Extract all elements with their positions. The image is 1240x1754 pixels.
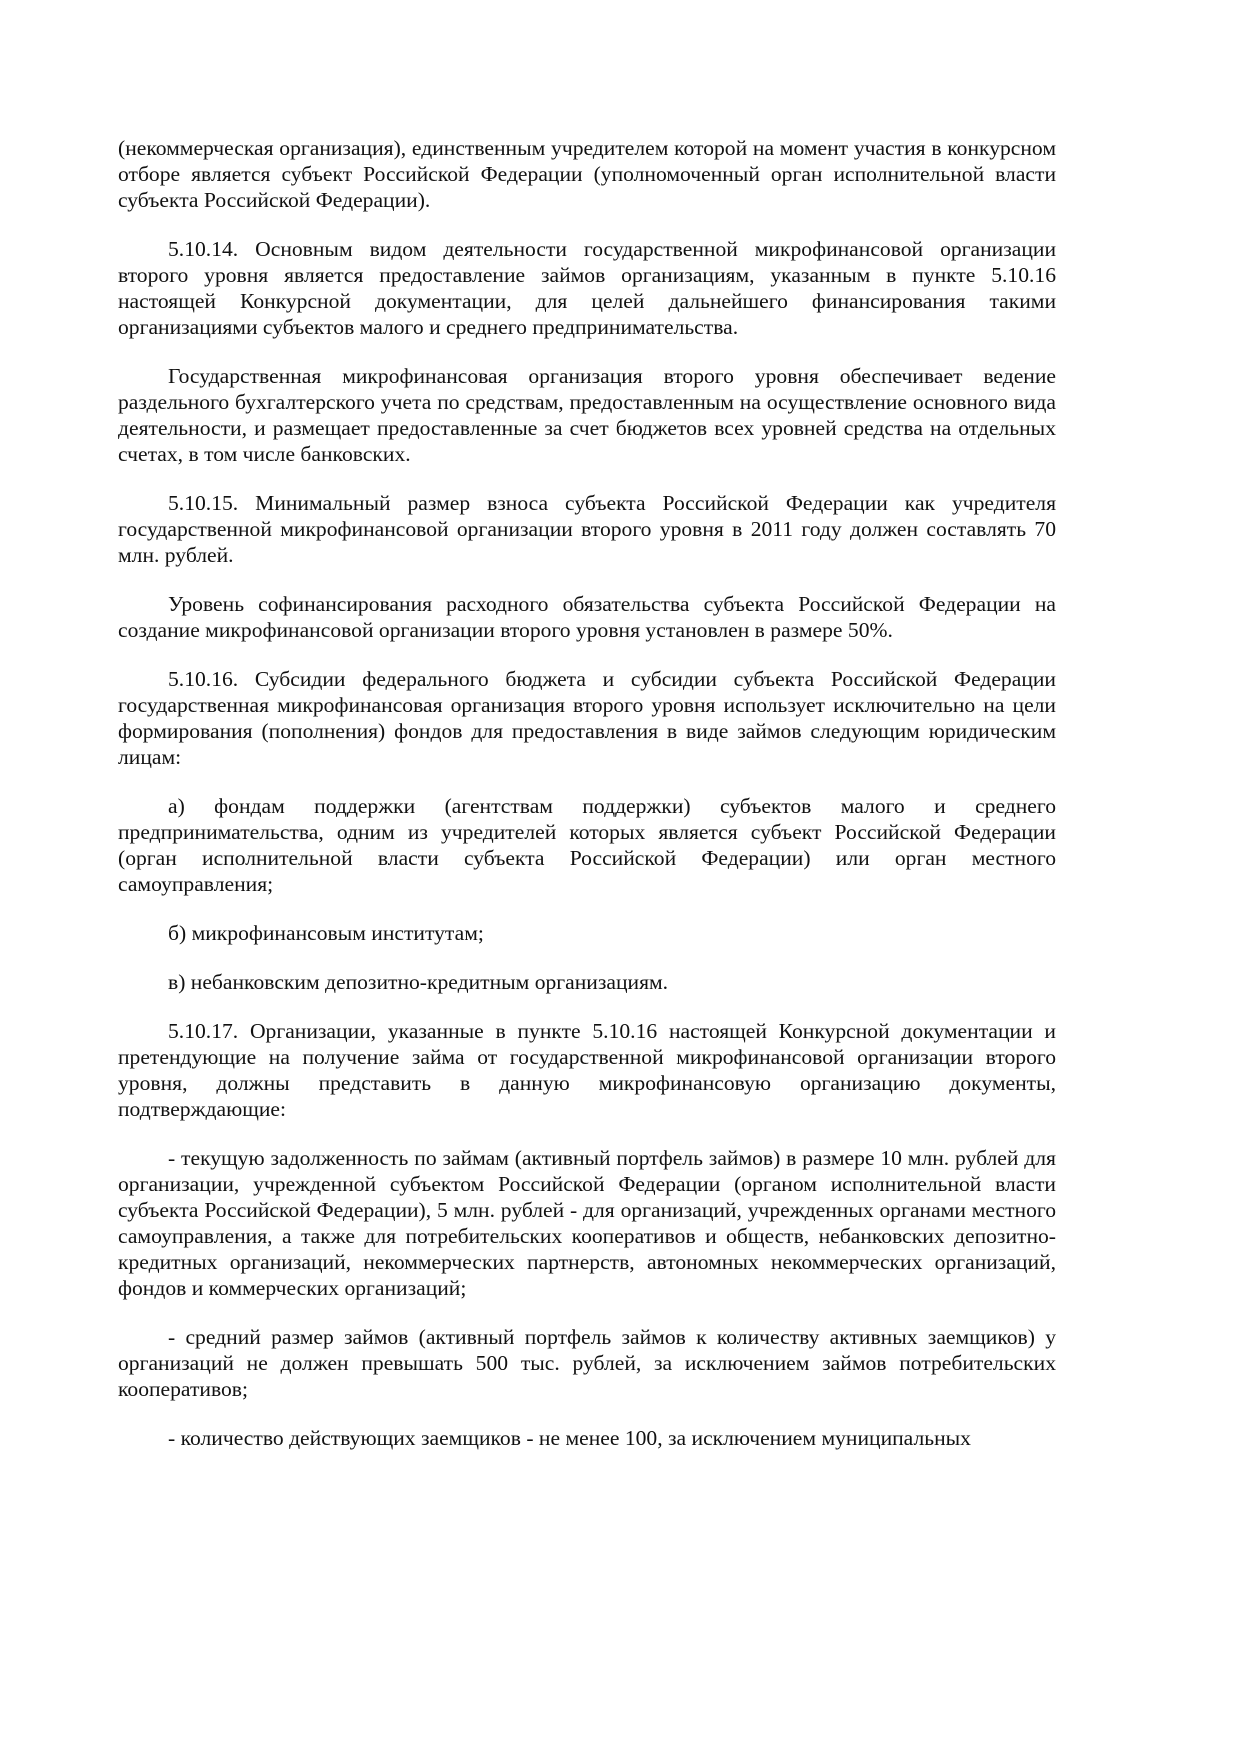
- list-item-a: а) фондам поддержки (агентствам поддержки) субъектов малого и среднего предпринимательства, одним из учредителей которых является субъект Российской Федерации (орган исполнительной власти субъекта Российской Федерации) или орган местного самоуправления;: [118, 794, 1056, 896]
- paragraph-5-10-16: 5.10.16. Субсидии федерального бюджета и субсидии субъекта Российской Федерации государственная микрофинансовая организация второго уровня использует исключительно на цели формирования (пополнения) фондов для предоставления в виде займов следующим юридическим лицам:: [118, 667, 1056, 769]
- list-item-v: в) небанковским депозитно-кредитным организациям.: [168, 970, 669, 994]
- paragraph-5-10-15: 5.10.15. Минимальный размер взноса субъекта Российской Федерации как учредителя государственной микрофинансовой организации второго уровня в 2011 году должен составлять 70 млн. рублей.: [118, 491, 1056, 567]
- paragraph-5-10-17: 5.10.17. Организации, указанные в пункте 5.10.16 настоящей Конкурсной документации и претендующие на получение займа от государственной микрофинансовой организации второго уровня, должны представить в данную микрофинансовую организацию документы, подтверждающие:: [118, 1019, 1056, 1121]
- dash-item-borrower-count: - количество действующих заемщиков - не менее 100, за исключением муниципальных: [168, 1426, 971, 1450]
- dash-item-average-loan-size: - средний размер займов (активный портфель займов к количеству активных заемщиков) у организаций не должен превышать 500 тыс. рублей, за исключением займов потребительских кооперативов;: [118, 1325, 1056, 1401]
- paragraph-5-10-14: 5.10.14. Основным видом деятельности государственной микрофинансовой организации второго уровня является предоставление займов организациям, указанным в пункте 5.10.16 настоящей Конкурсной документации, для целей дальнейшего финансирования такими организациями субъектов малого и среднего предпринимательства.: [118, 237, 1056, 339]
- paragraph-separate-accounting: Государственная микрофинансовая организация второго уровня обеспечивает ведение раздельного бухгалтерского учета по средствам, предоставленным на осуществление основного вида деятельности, и размещает предоставленные за счет бюджетов всех уровней средства на отдельных счетах, в том числе банковских.: [118, 364, 1056, 466]
- list-item-b: б) микрофинансовым институтам;: [168, 921, 484, 945]
- dash-item-current-debt: - текущую задолженность по займам (активный портфель займов) в размере 10 млн. рублей для организации, учрежденной субъектом Российской Федерации (органом исполнительной власти субъекта Российской Федерации), 5 млн. рублей - для организаций, учрежденных органами местного самоуправления, а также для потребительских кооперативов и обществ, небанковских депозитно-кредитных организаций, некоммерческих партнерств, автономных некоммерческих организаций, фондов и коммерческих организаций;: [118, 1146, 1056, 1300]
- paragraph-intro-continuation: (некоммерческая организация), единственным учредителем которой на момент участия в конкурсном отборе является субъект Российской Федерации (уполномоченный орган исполнительной власти субъекта Российской Федерации).: [118, 136, 1056, 212]
- paragraph-cofinancing-level: Уровень софинансирования расходного обязательства субъекта Российской Федерации на создание микрофинансовой организации второго уровня установлен в размере 50%.: [118, 592, 1056, 642]
- document-page: [118, 135, 1056, 1451]
